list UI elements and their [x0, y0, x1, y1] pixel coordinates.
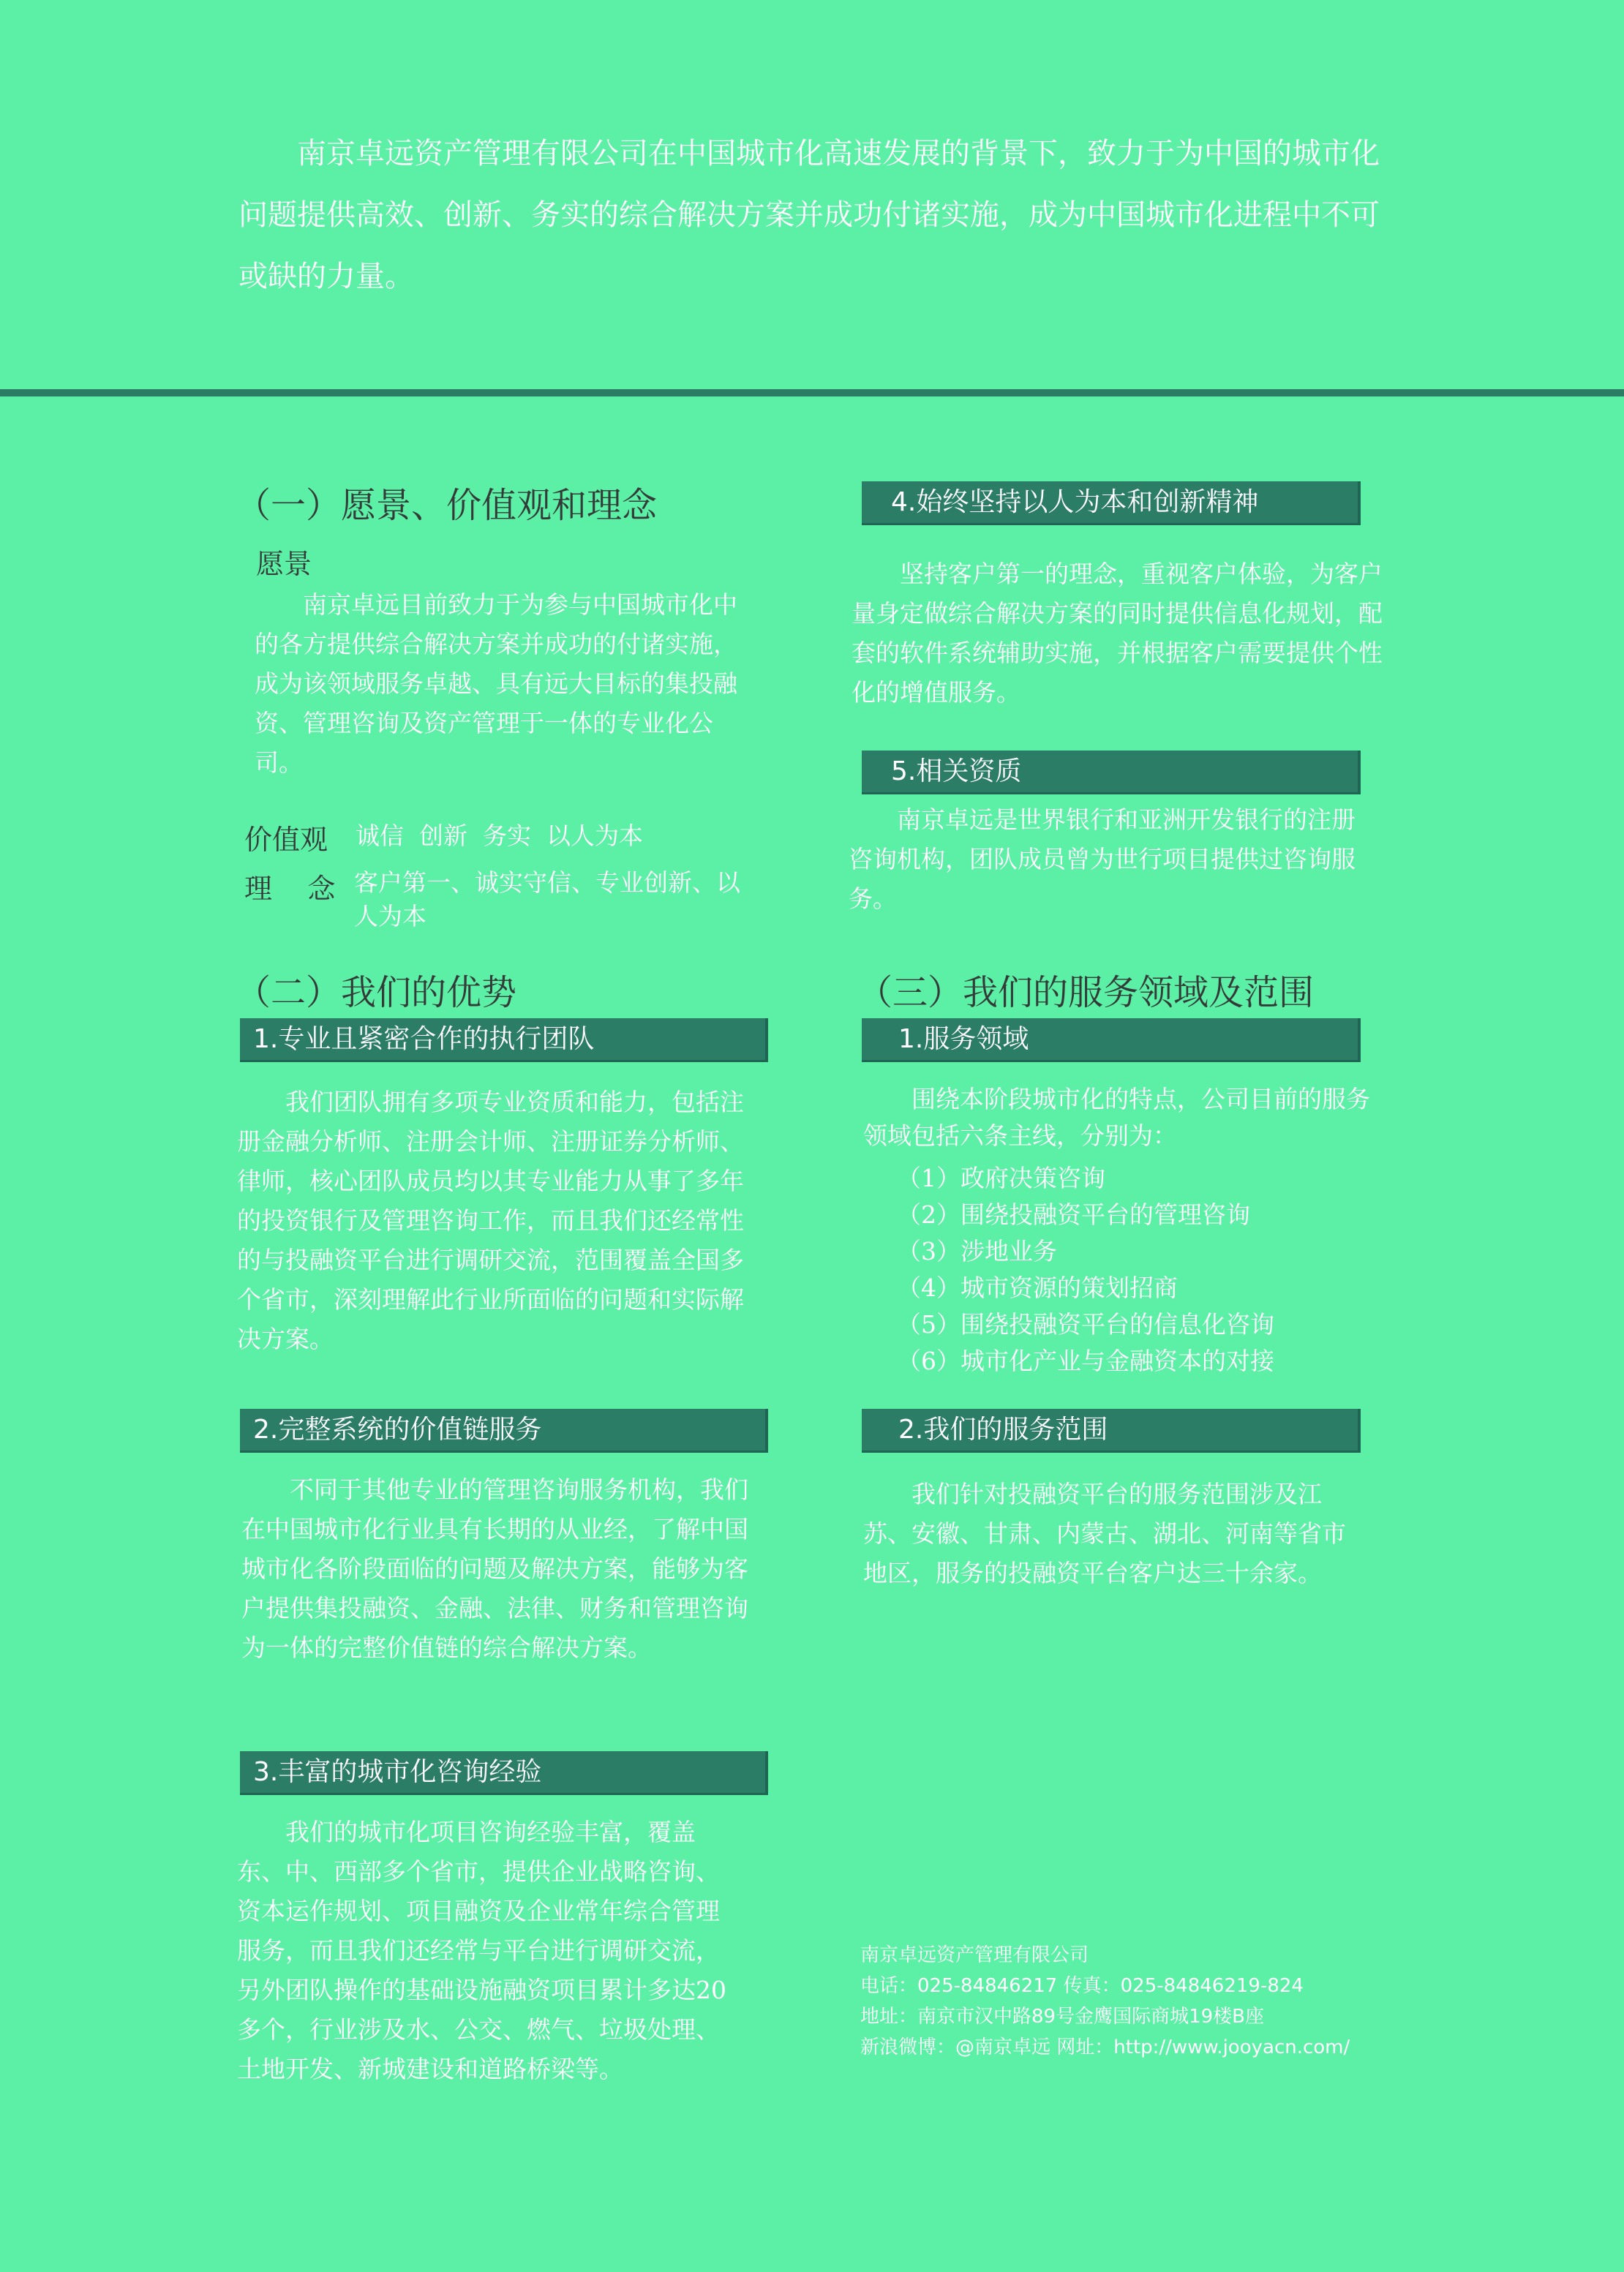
service-area-text: 围绕本阶段城市化的特点，公司目前的服务领域包括六条主线，分别为：: [863, 1085, 1370, 1150]
advantage-heading-qualification: 5.相关资质: [862, 751, 1361, 794]
section-divider: [0, 389, 1624, 396]
contact-phone: 电话：025-84846217 传真：025-84846219-824: [860, 1975, 1304, 1997]
values-text: 诚信 创新 务实 以人为本: [356, 821, 643, 850]
concept-text: 客户第一、诚实守信、专业创新、以人为本: [354, 868, 740, 930]
service-area-item: （6）城市化产业与金融资本的对接: [897, 1347, 1274, 1375]
contact-address: 地址：南京市汉中路89号金鹰国际商城19楼B座: [860, 2006, 1265, 2028]
concept-label: 理 念: [244, 873, 336, 905]
section-title-vision: （一）愿景、价值观和理念: [236, 485, 658, 526]
intro-paragraph: 南京卓远资产管理有限公司在中国城市化高速发展的背景下，致力于为中国的城市化问题提供高效、创新、务实的综合解决方案并成功付诸实施，成为中国城市化进程中不可或缺的力量。: [238, 137, 1380, 293]
advantage-heading-team: 1.专业且紧密合作的执行团队: [240, 1018, 768, 1062]
service-area-item: （1）政府决策咨询: [897, 1164, 1105, 1192]
service-area-item: （2）围绕投融资平台的管理咨询: [897, 1200, 1250, 1229]
advantage-heading-value-chain: 2.完整系统的价值链服务: [240, 1409, 768, 1453]
advantage-text-innovation: 坚持客户第一的理念，重视客户体验，为客户量身定做综合解决方案的同时提供信息化规划，配套的软件系统辅助实施，并根据客户需要提供个性化的增值服务。: [852, 560, 1383, 707]
vision-text: 南京卓远目前致力于为参与中国城市化中的各方提供综合解决方案并成功的付诸实施，成为该领域服务卓越、具有远大目标的集投融资、管理咨询及资产管理于一体的专业化公司。: [255, 590, 737, 777]
section-title-advantages: （二）我们的优势: [236, 972, 517, 1013]
service-area-heading: 1.服务领域: [862, 1018, 1361, 1062]
service-area-item: （3）涉地业务: [897, 1237, 1057, 1265]
advantage-heading-experience: 3.丰富的城市化咨询经验: [240, 1751, 768, 1795]
vision-label: 愿景: [256, 548, 312, 580]
values-label: 价值观: [244, 824, 328, 856]
advantage-heading-innovation: 4.始终坚持以人为本和创新精神: [862, 481, 1361, 525]
contact-company: 南京卓远资产管理有限公司: [860, 1944, 1089, 1966]
advantage-text-team: 我们团队拥有多项专业资质和能力，包括注册金融分析师、注册会计师、注册证券分析师、律师，核心团队成员均以其专业能力从事了多年的投资银行及管理咨询工作，而且我们还经常性的与投融资平台进行调研交流，范围覆盖全国多个省市，深刻理解此行业所面临的问题和实际解决方案。: [237, 1088, 744, 1353]
advantage-text-experience: 我们的城市化项目咨询经验丰富，覆盖东、中、西部多个省市，提供企业战略咨询、资本运作规划、项目融资及企业常年综合管理服务，而且我们还经常与平台进行调研交流，另外团队操作的基础设施融资项目累计多达20多个，行业涉及水、公交、燃气、垃圾处理、土地开发、新城建设和道路桥梁等。: [237, 1818, 726, 2083]
contact-block: [860, 1940, 1350, 2063]
service-area-item: （5）围绕投融资平台的信息化咨询: [897, 1310, 1274, 1339]
service-scope-heading: 2.我们的服务范围: [862, 1409, 1361, 1453]
service-scope-text: 我们针对投融资平台的服务范围涉及江苏、安徽、甘肃、内蒙古、湖北、河南等省市地区，服务的投融资平台客户达三十余家。: [863, 1480, 1346, 1587]
advantage-text-qualification: 南京卓远是世界银行和亚洲开发银行的注册咨询机构，团队成员曾为世行项目提供过咨询服务。: [849, 805, 1356, 913]
contact-web: 新浪微博：@南京卓远 网址：http://www.jooyacn.com/: [860, 2036, 1350, 2058]
advantage-text-value-chain: 不同于其他专业的管理咨询服务机构，我们在中国城市化行业具有长期的从业经，了解中国城市化各阶段面临的问题及解决方案，能够为客户提供集投融资、金融、法律、财务和管理咨询为一体的完整价值链的综合解决方案。: [241, 1475, 748, 1662]
section-title-services: （三）我们的服务领域及范围: [857, 972, 1315, 1013]
service-area-item: （4）城市资源的策划招商: [897, 1274, 1178, 1302]
